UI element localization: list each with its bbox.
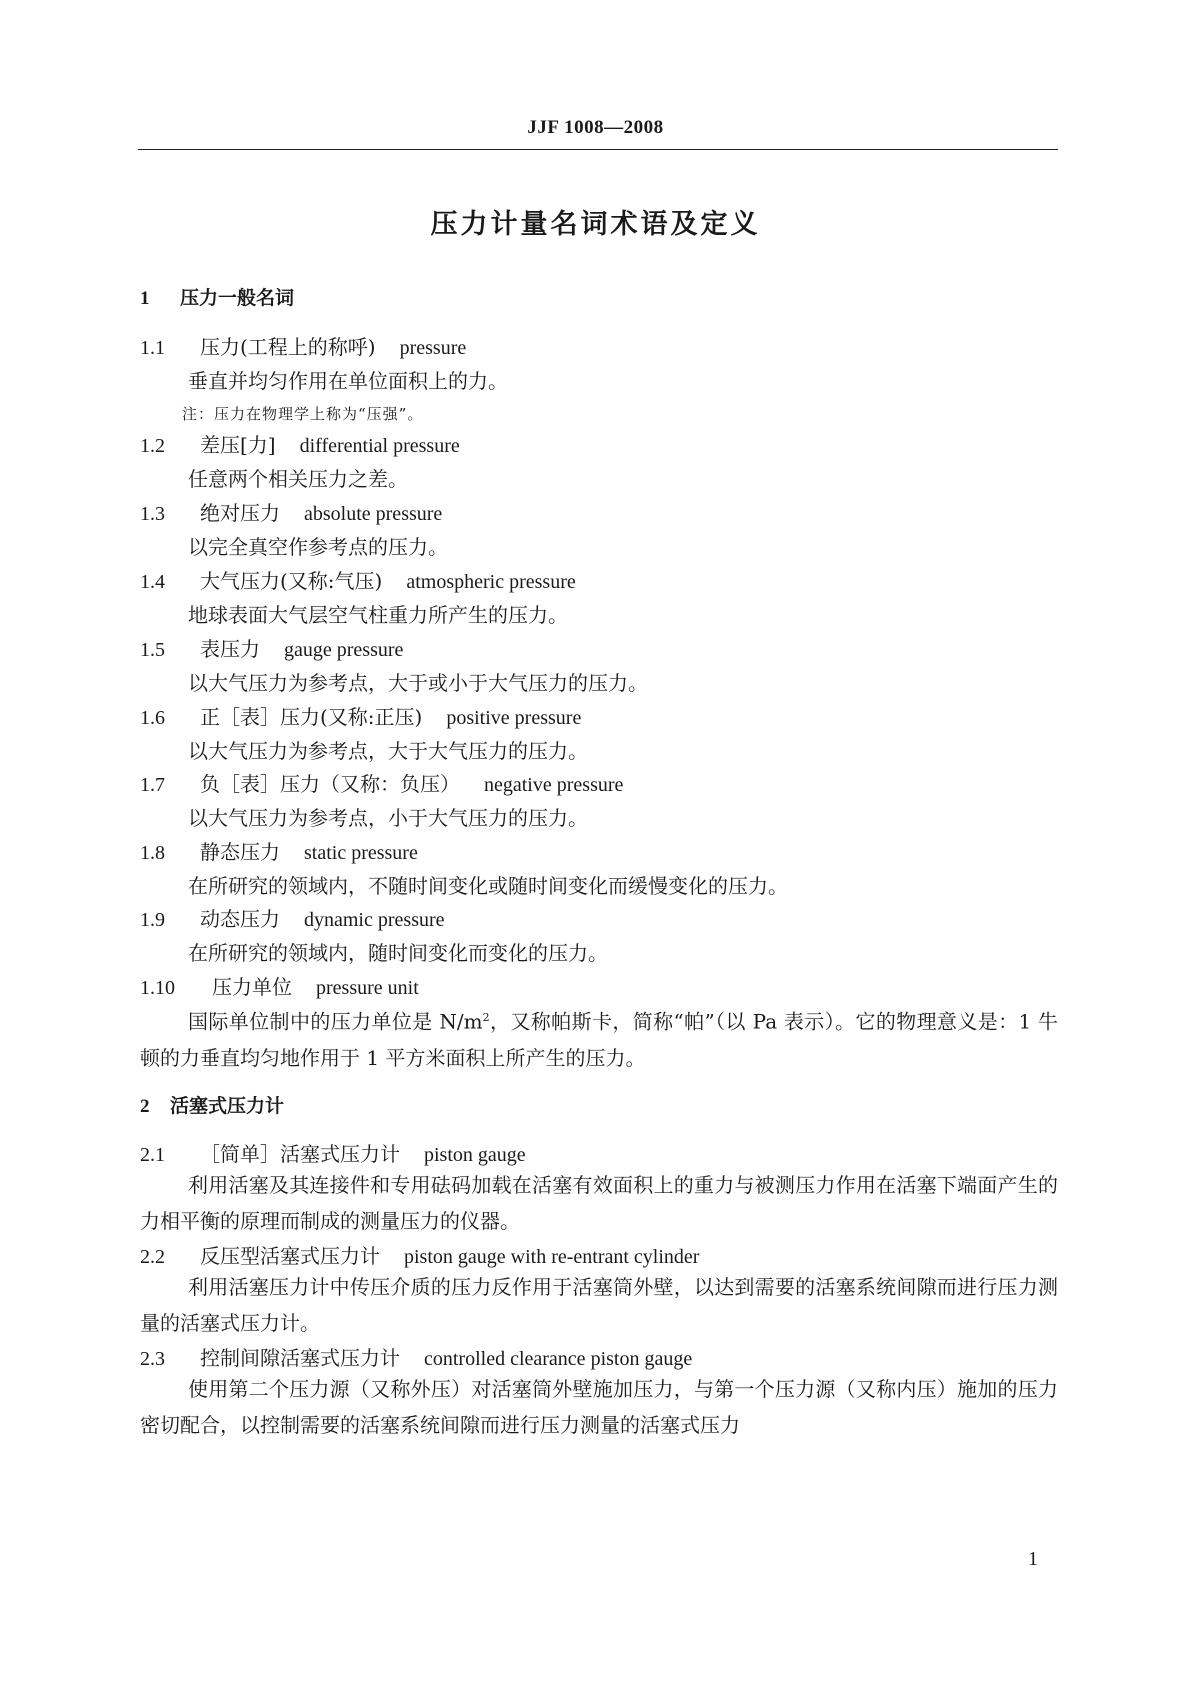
term-english: pressure unit [316,977,419,999]
term-heading [140,768,623,797]
term-number: 1.8 [140,842,165,864]
term-heading [140,1138,526,1167]
term-number: 2.2 [140,1246,165,1268]
term-definition: 利用活塞及其连接件和专用砝码加载在活塞有效面积上的重力与被测压力作用在活塞下端面产生的力相平衡的原理而制成的测量压力的仪器。 [140,1173,1058,1233]
term-number: 1.5 [140,639,165,661]
term-number: 1.6 [140,707,165,729]
term-heading [140,565,576,594]
page-number: 1 [1028,1548,1038,1570]
term-definition: 以大气压力为参考点，大于大气压力的压力。 [188,739,588,763]
term-number: 1.3 [140,503,165,525]
term-definition: 垂直并均匀作用在单位面积上的力。 [188,369,508,393]
term-english: absolute pressure [304,503,443,525]
term-chinese: 压力单位 [212,975,292,999]
term-english: negative pressure [484,774,624,796]
definition-text: ，又称帕斯卡，简称“帕”（以 Pa 表示）。它的物理意义是：1 牛顿的力垂直均匀地作用于 1 平方米面积上所产生的压力。 [140,1009,1059,1070]
term-chinese: 正［表］压力(又称:正压) [200,705,423,729]
term-chinese: 负［表］压力（又称：负压） [200,772,460,796]
term-english: atmospheric pressure [406,571,576,593]
term-number: 1.4 [140,571,165,593]
term-chinese: 反压型活塞式压力计 [200,1244,380,1268]
term-number: 1.2 [140,435,165,457]
section-number: 1 [140,288,150,309]
term-english: dynamic pressure [304,909,445,931]
term-heading [140,1240,699,1269]
term-definition: 在所研究的领域内，随时间变化而变化的压力。 [188,941,608,965]
term-heading [140,1342,692,1371]
header-rule [138,149,1058,150]
term-chinese: 动态压力 [200,907,280,931]
term-chinese: 差压[力] [200,433,276,457]
definition-text: 国际单位制中的压力单位是 N/m [188,1009,483,1034]
term-definition: 地球表面大气层空气柱重力所产生的压力。 [188,603,568,627]
term-number: 1.9 [140,909,165,931]
term-english: positive pressure [446,707,582,729]
term-heading [140,497,442,526]
term-chinese: 控制间隙活塞式压力计 [200,1346,400,1370]
superscript: 2 [482,1011,490,1024]
term-english: static pressure [304,842,418,864]
page-title: 压力计量名词术语及定义 [430,209,761,240]
term-chinese: 绝对压力 [200,501,280,525]
term-chinese: ［简单］活塞式压力计 [200,1142,400,1166]
term-definition: 以大气压力为参考点，大于或小于大气压力的压力。 [188,671,648,695]
term-english: controlled clearance piston gauge [424,1348,693,1370]
term-english: pressure [399,337,467,359]
term-heading [140,971,419,1000]
section-heading [140,283,294,310]
term-definition [140,1000,1058,1076]
term-definition: 利用活塞压力计中传压介质的压力反作用于活塞筒外壁，以达到需要的活塞系统间隙而进行压力测量的活塞式压力计。 [140,1275,1058,1335]
term-number: 1.10 [140,977,175,999]
term-heading [140,429,460,458]
term-english: piston gauge [424,1144,526,1166]
term-chinese: 表压力 [200,637,260,661]
term-definition: 使用第二个压力源（又称外压）对活塞筒外壁施加压力，与第一个压力源（又称内压）施加的压力密切配合，以控制需要的活塞系统间隙而进行压力测量的活塞式压力 [140,1377,1058,1437]
term-definition: 以完全真空作参考点的压力。 [188,535,448,559]
term-heading [140,903,445,932]
term-english: gauge pressure [284,639,404,661]
term-number: 2.3 [140,1348,165,1370]
term-chinese: 静态压力 [200,840,280,864]
section-number: 2 [140,1096,150,1117]
term-heading [140,701,581,730]
term-number: 2.1 [140,1144,165,1166]
section-title: 活塞式压力计 [170,1095,285,1117]
term-number: 1.1 [140,337,165,359]
term-definition: 以大气压力为参考点，小于大气压力的压力。 [188,806,588,830]
section-title: 压力一般名词 [180,287,295,309]
term-chinese: 压力(工程上的称呼) [200,335,376,359]
term-definition: 任意两个相关压力之差。 [188,467,408,491]
document-header: JJF 1008—2008 [527,117,664,138]
section-heading [140,1091,284,1118]
term-english: differential pressure [299,435,460,457]
term-heading [140,331,466,360]
term-english: piston gauge with re-entrant cylinder [404,1246,700,1268]
term-definition: 在所研究的领域内，不随时间变化或随时间变化而缓慢变化的压力。 [188,874,788,898]
term-chinese: 大气压力(又称:气压) [200,569,383,593]
term-note: 注：压力在物理学上称为“压强”。 [182,405,424,423]
term-heading [140,836,418,865]
term-number: 1.7 [140,774,165,796]
term-heading [140,633,403,662]
